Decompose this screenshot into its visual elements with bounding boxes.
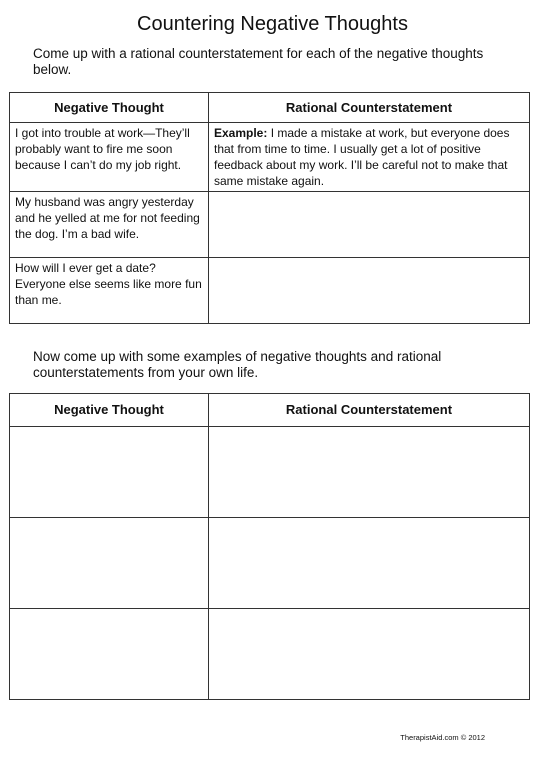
rational-counterstatement-cell[interactable] (209, 609, 530, 700)
negative-thought-cell (10, 123, 209, 192)
rational-counterstatement-cell[interactable] (209, 258, 530, 324)
negative-thought-text: I got into trouble at work—They’ll probably want to fire me soon because I can’t do my job right. (15, 126, 190, 172)
table-header-row (10, 93, 530, 123)
rational-counterstatement-cell[interactable] (209, 427, 530, 518)
rational-counterstatement-cell[interactable] (209, 192, 530, 258)
page-title: Countering Negative Thoughts (137, 13, 408, 35)
header-rational-counterstatement: Rational Counterstatement (209, 93, 530, 123)
negative-thought-text: My husband was angry yesterday and he yelled at me for not feeding the dog. I’m a bad wife. (15, 195, 200, 241)
table-row (10, 427, 530, 518)
table-row (10, 609, 530, 700)
negative-thought-cell[interactable] (10, 518, 209, 609)
table-row (10, 258, 530, 324)
negative-thought-cell (10, 258, 209, 324)
table-row (10, 192, 530, 258)
negative-thought-cell[interactable] (10, 427, 209, 518)
own-thoughts-table (9, 393, 530, 700)
header-negative-thought: Negative Thought (10, 93, 209, 123)
header-negative-thought: Negative Thought (10, 394, 209, 427)
rational-counterstatement-cell[interactable] (209, 518, 530, 609)
table-header-row (10, 394, 530, 427)
header-rational-counterstatement: Rational Counterstatement (209, 394, 530, 427)
table-row (10, 123, 530, 192)
negative-thought-cell (10, 192, 209, 258)
rational-counterstatement-cell (209, 123, 530, 192)
instructions-2: Now come up with some examples of negative thoughts and rational counterstatements from your own life. (33, 349, 442, 380)
rational-counterstatement-text: I made a mistake at work, but everyone does that from time to time. I usually get a lot of positive feedback about my work. I’ll be careful not to make that same mistake again. (214, 126, 510, 188)
footer-credit: TherapistAid.com © 2012 (400, 733, 485, 742)
negative-thought-cell[interactable] (10, 609, 209, 700)
negative-thought-text: How will I ever get a date? Everyone else seems like more fun than me. (15, 261, 202, 307)
example-thoughts-table (9, 92, 530, 324)
example-label: Example: (214, 126, 268, 140)
table-row (10, 518, 530, 609)
instructions-1: Come up with a rational counterstatement for each of the negative thoughts below. (33, 46, 484, 77)
